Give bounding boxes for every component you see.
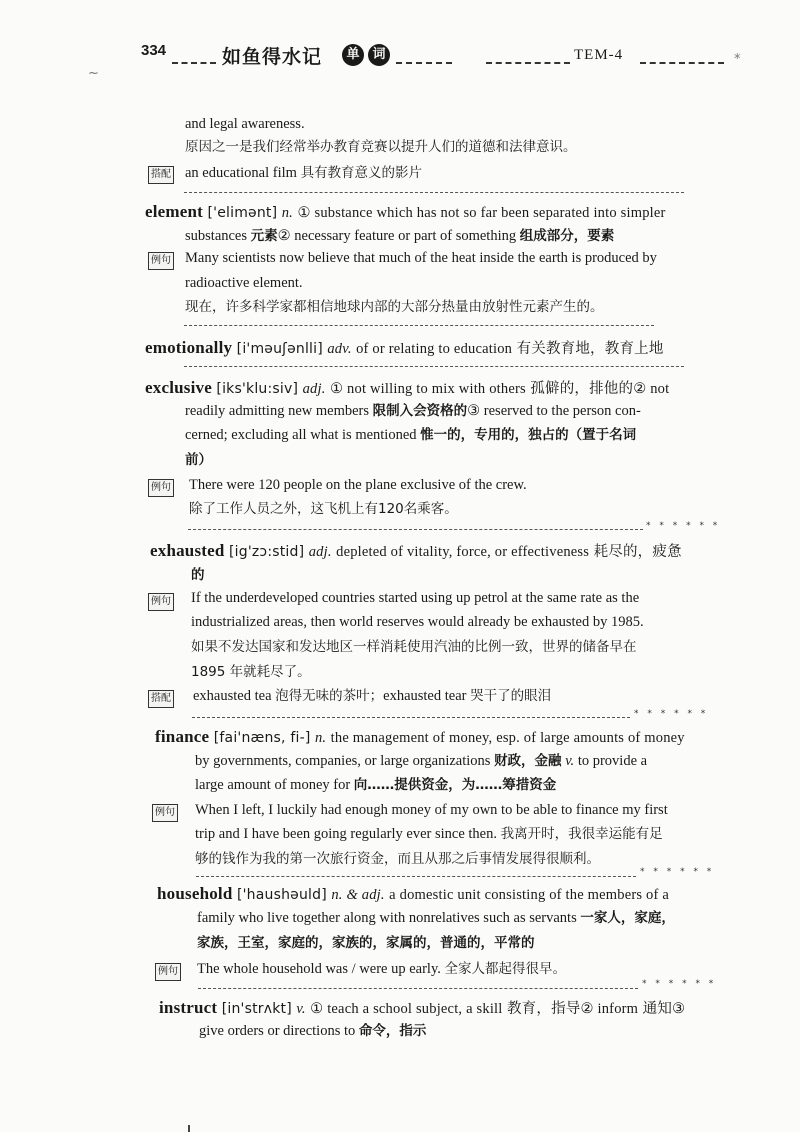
definition-line: large amount of money for 向……提供资金，为……筹措资金 xyxy=(195,777,557,793)
stars-mark: * * * * * * xyxy=(646,521,721,531)
headword-finance: finance [fai'næns, fi-] n. the management of money, esp. of large amounts of money xyxy=(155,727,685,746)
stars-mark: * * * * * * xyxy=(634,709,709,719)
page-number: 334 xyxy=(141,42,167,59)
header-rule-right1 xyxy=(486,62,570,64)
example-tag: 例句 xyxy=(155,963,181,981)
example-translation: 现在，许多科学家都相信地球内部的大部分热量由放射性元素产生的。 xyxy=(185,299,604,315)
collocation-tag: 搭配 xyxy=(148,690,174,708)
separator xyxy=(184,192,684,193)
example-tag: 例句 xyxy=(152,804,178,822)
definition-line: readily admitting new members 限制入会资格的③ reserved to the person con- xyxy=(185,403,641,419)
text-line: 原因之一是我们经常举办教育竞赛以提升人们的道德和法律意识。 xyxy=(185,139,577,155)
headword-exclusive: exclusive [iks'klu:siv] adj. ① not willing to mix with others 孤僻的，排他的② not xyxy=(145,378,670,397)
example-line: If the underdeveloped countries started using up petrol at the same rate as the xyxy=(191,590,640,606)
margin-mark: ~ xyxy=(88,66,99,81)
separator xyxy=(184,366,684,367)
collocation-line: exhausted tea 泡得无味的茶叶；exhausted tear 哭干了的眼泪 xyxy=(193,688,552,704)
collocation-tag: 搭配 xyxy=(148,166,174,184)
example-line: When I left, I luckily had enough money of my own to be able to finance my first xyxy=(195,802,668,818)
headword-instruct: instruct [in'strʌkt] v. ① teach a school subject, a skill 教育，指导② inform 通知③ xyxy=(159,998,686,1017)
page-header xyxy=(0,42,800,82)
definition-line: family who live together along with nonrelatives such as servants 一家人，家庭， xyxy=(197,910,675,926)
header-rule-left xyxy=(172,62,216,64)
example-translation: 如果不发达国家和发达地区一样消耗使用汽油的比例一致，世界的储备早在 xyxy=(191,639,637,655)
headword-household: household ['haushəuld] n. & adj. a domestic unit consisting of the members of a xyxy=(157,884,669,903)
margin-mark xyxy=(188,1125,190,1132)
separator xyxy=(192,717,630,718)
separator xyxy=(188,529,643,530)
badge-dan: 单 xyxy=(342,44,364,66)
example-translation: 够的钱作为我的第一次旅行资金，而且从那之后事情发展得很顺利。 xyxy=(195,851,600,867)
example-translation: 除了工作人员之外，这飞机上有120名乘客。 xyxy=(189,501,458,517)
example-tag: 例句 xyxy=(148,479,174,497)
book-title: 如鱼得水记 xyxy=(222,46,323,68)
definition-line: cerned; excluding all what is mentioned 惟一的，专用的，独占的（置于名词 xyxy=(185,427,637,443)
example-line: The whole household was / were up early. 全家人都起得很早。 xyxy=(197,961,566,977)
definition-line: give orders or directions to 命令，指示 xyxy=(199,1023,427,1039)
headword-element: element ['elimənt] n. ① substance which has not so far been separated into simpler xyxy=(145,202,666,221)
header-rule-right2 xyxy=(640,62,724,64)
example-line: industrialized areas, then world reserves would already be exhausted by 1985. xyxy=(191,614,644,630)
badge-ci: 词 xyxy=(368,44,390,66)
example-line: Many scientists now believe that much of the heat inside the earth is produced by xyxy=(185,250,657,266)
example-line: trip and I have been going regularly ever since then. 我离开时，我很幸运能有足 xyxy=(195,826,663,842)
example-translation: 1895 年就耗尽了。 xyxy=(191,664,311,680)
text-line: and legal awareness. xyxy=(185,116,305,132)
definition-line: by governments, companies, or large organizations 财政，金融 v. to provide a xyxy=(195,753,648,769)
example-line: radioactive element. xyxy=(185,275,303,291)
example-line: There were 120 people on the plane exclusive of the crew. xyxy=(189,477,527,493)
stars-mark: * * * * * * xyxy=(640,867,715,877)
stars-mark: * * * * * * xyxy=(642,979,717,989)
example-tag: 例句 xyxy=(148,593,174,611)
headword-emotionally: emotionally [i'məuʃənlli] adv. of or relating to education 有关教育地，教育上地 xyxy=(145,338,664,357)
margin-mark: * xyxy=(734,52,741,67)
collocation-line: an educational film 具有教育意义的影片 xyxy=(185,165,423,181)
separator xyxy=(184,325,654,326)
headword-exhausted: exhausted [ig'zɔ:stid] adj. depleted of vitality, force, or effectiveness 耗尽的，疲惫 xyxy=(150,541,682,560)
example-tag: 例句 xyxy=(148,252,174,270)
definition-line: 前） xyxy=(185,452,212,468)
header-rule-mid xyxy=(396,62,452,64)
definition-line: 家族，王室，家庭的，家族的，家属的，普通的，平常的 xyxy=(197,935,535,951)
exam-label: TEM-4 xyxy=(574,47,624,63)
definition-line: substances 元素② necessary feature or part of something 组成部分，要素 xyxy=(185,228,615,244)
separator xyxy=(198,988,638,989)
separator xyxy=(196,876,636,877)
definition-line: 的 xyxy=(191,567,205,583)
